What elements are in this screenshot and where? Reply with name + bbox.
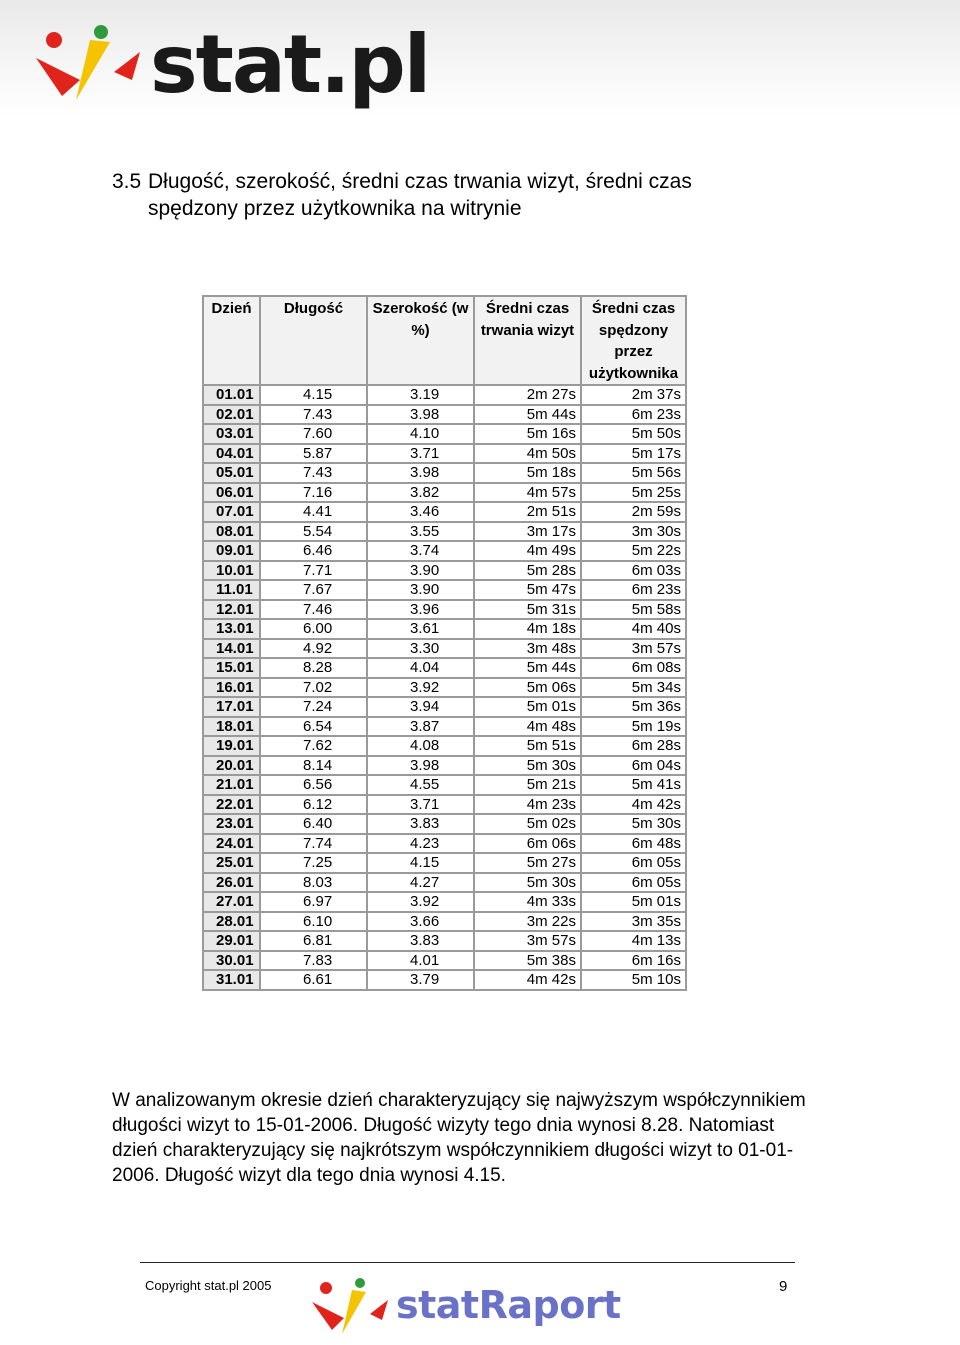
cell-width: 3.96: [367, 600, 474, 620]
section-title-line2: spędzony przez użytkownika na witrynie: [148, 197, 522, 220]
cell-avg-visit-time: 5m 30s: [474, 873, 581, 893]
cell-avg-visit-time: 2m 27s: [474, 385, 581, 405]
cell-length: 7.43: [260, 463, 367, 483]
cell-avg-user-time: 6m 16s: [581, 951, 686, 971]
cell-avg-user-time: 3m 35s: [581, 912, 686, 932]
cell-avg-user-time: 6m 05s: [581, 873, 686, 893]
cell-width: 3.46: [367, 502, 474, 522]
cell-avg-user-time: 5m 25s: [581, 483, 686, 503]
section-title-line1: Długość, szerokość, średni czas trwania wizyt, średni czas: [148, 170, 692, 193]
cell-width: 3.90: [367, 580, 474, 600]
cell-width: 3.71: [367, 444, 474, 464]
cell-day: 11.01: [203, 580, 260, 600]
cell-avg-visit-time: 5m 16s: [474, 424, 581, 444]
cell-avg-user-time: 6m 48s: [581, 834, 686, 854]
cell-day: 08.01: [203, 522, 260, 542]
cell-avg-user-time: 5m 19s: [581, 717, 686, 737]
cell-width: 4.01: [367, 951, 474, 971]
cell-avg-user-time: 6m 04s: [581, 756, 686, 776]
cell-width: 4.15: [367, 853, 474, 873]
cell-day: 03.01: [203, 424, 260, 444]
cell-avg-visit-time: 3m 48s: [474, 639, 581, 659]
header-avg-visit-time: Średni czas trwania wizyt: [474, 296, 581, 385]
cell-length: 7.46: [260, 600, 367, 620]
footer-logo-text: statRaport: [396, 1283, 621, 1327]
cell-day: 12.01: [203, 600, 260, 620]
header-band: [0, 0, 960, 118]
cell-width: 3.79: [367, 970, 474, 990]
table-row: [203, 619, 686, 639]
cell-avg-visit-time: 6m 06s: [474, 834, 581, 854]
cell-avg-visit-time: 5m 31s: [474, 600, 581, 620]
cell-avg-user-time: 2m 37s: [581, 385, 686, 405]
cell-avg-visit-time: 5m 44s: [474, 658, 581, 678]
cell-width: 3.98: [367, 463, 474, 483]
cell-avg-user-time: 5m 41s: [581, 775, 686, 795]
cell-avg-user-time: 6m 08s: [581, 658, 686, 678]
cell-avg-visit-time: 2m 51s: [474, 502, 581, 522]
table-row: [203, 775, 686, 795]
cell-day: 25.01: [203, 853, 260, 873]
copyright-text: Copyright stat.pl 2005: [145, 1278, 272, 1293]
cell-length: 6.61: [260, 970, 367, 990]
table-row: [203, 385, 686, 405]
cell-day: 22.01: [203, 795, 260, 815]
table-row: [203, 814, 686, 834]
cell-day: 16.01: [203, 678, 260, 698]
cell-day: 23.01: [203, 814, 260, 834]
table-row: [203, 405, 686, 425]
cell-width: 3.66: [367, 912, 474, 932]
table-row: [203, 970, 686, 990]
cell-length: 7.60: [260, 424, 367, 444]
header-length: Długość: [260, 296, 367, 385]
cell-avg-visit-time: 5m 01s: [474, 697, 581, 717]
cell-avg-visit-time: 5m 38s: [474, 951, 581, 971]
cell-length: 7.74: [260, 834, 367, 854]
cell-avg-visit-time: 5m 30s: [474, 756, 581, 776]
table-row: [203, 658, 686, 678]
cell-avg-visit-time: 5m 21s: [474, 775, 581, 795]
header-day: Dzień: [203, 296, 260, 385]
cell-length: 4.41: [260, 502, 367, 522]
cell-avg-user-time: 5m 34s: [581, 678, 686, 698]
cell-day: 28.01: [203, 912, 260, 932]
cell-avg-user-time: 5m 56s: [581, 463, 686, 483]
cell-width: 3.92: [367, 678, 474, 698]
cell-avg-visit-time: 4m 57s: [474, 483, 581, 503]
cell-avg-user-time: 3m 57s: [581, 639, 686, 659]
cell-avg-visit-time: 3m 17s: [474, 522, 581, 542]
cell-day: 19.01: [203, 736, 260, 756]
cell-avg-user-time: 5m 17s: [581, 444, 686, 464]
cell-day: 21.01: [203, 775, 260, 795]
table-row: [203, 522, 686, 542]
cell-avg-user-time: 6m 05s: [581, 853, 686, 873]
cell-avg-visit-time: 5m 06s: [474, 678, 581, 698]
cell-length: 7.67: [260, 580, 367, 600]
cell-length: 6.10: [260, 912, 367, 932]
table-row: [203, 912, 686, 932]
cell-length: 6.56: [260, 775, 367, 795]
statraport-logo-icon: [310, 1276, 390, 1336]
cell-avg-user-time: 6m 03s: [581, 561, 686, 581]
cell-avg-visit-time: 5m 02s: [474, 814, 581, 834]
cell-avg-user-time: 5m 36s: [581, 697, 686, 717]
cell-avg-user-time: 5m 30s: [581, 814, 686, 834]
cell-length: 6.40: [260, 814, 367, 834]
logo-text: stat.pl: [150, 18, 430, 111]
cell-length: 4.92: [260, 639, 367, 659]
cell-day: 06.01: [203, 483, 260, 503]
cell-length: 6.54: [260, 717, 367, 737]
table-row: [203, 463, 686, 483]
cell-avg-user-time: 6m 23s: [581, 405, 686, 425]
cell-length: 4.15: [260, 385, 367, 405]
cell-avg-user-time: 4m 40s: [581, 619, 686, 639]
cell-avg-user-time: 4m 13s: [581, 931, 686, 951]
cell-day: 09.01: [203, 541, 260, 561]
cell-length: 6.97: [260, 892, 367, 912]
cell-day: 31.01: [203, 970, 260, 990]
cell-avg-visit-time: 5m 47s: [474, 580, 581, 600]
cell-avg-visit-time: 5m 27s: [474, 853, 581, 873]
cell-avg-user-time: 4m 42s: [581, 795, 686, 815]
cell-length: 7.62: [260, 736, 367, 756]
cell-avg-visit-time: 4m 42s: [474, 970, 581, 990]
cell-day: 05.01: [203, 463, 260, 483]
cell-length: 6.46: [260, 541, 367, 561]
table-row: [203, 873, 686, 893]
table-row: [203, 853, 686, 873]
stat-pl-logo-icon: [32, 22, 144, 102]
table-row: [203, 580, 686, 600]
cell-length: 8.03: [260, 873, 367, 893]
section-title: [112, 168, 832, 222]
cell-day: 24.01: [203, 834, 260, 854]
cell-length: 7.16: [260, 483, 367, 503]
table-row: [203, 561, 686, 581]
cell-length: 8.14: [260, 756, 367, 776]
cell-avg-user-time: 5m 58s: [581, 600, 686, 620]
table-row: [203, 951, 686, 971]
cell-length: 5.87: [260, 444, 367, 464]
cell-length: 5.54: [260, 522, 367, 542]
cell-day: 10.01: [203, 561, 260, 581]
cell-width: 4.23: [367, 834, 474, 854]
cell-avg-visit-time: 5m 51s: [474, 736, 581, 756]
page-number: 9: [779, 1278, 788, 1295]
cell-width: 3.83: [367, 931, 474, 951]
cell-length: 6.00: [260, 619, 367, 639]
cell-day: 02.01: [203, 405, 260, 425]
cell-avg-user-time: 6m 28s: [581, 736, 686, 756]
table-row: [203, 795, 686, 815]
cell-width: 3.98: [367, 405, 474, 425]
section-number: 3.5: [112, 170, 142, 193]
cell-avg-visit-time: 5m 44s: [474, 405, 581, 425]
cell-length: 7.43: [260, 405, 367, 425]
cell-day: 01.01: [203, 385, 260, 405]
table-row: [203, 678, 686, 698]
header-avg-user-time: Średni czas spędzony przez użytkownika: [581, 296, 686, 385]
table-row: [203, 931, 686, 951]
cell-length: 7.02: [260, 678, 367, 698]
cell-day: 26.01: [203, 873, 260, 893]
cell-day: 13.01: [203, 619, 260, 639]
cell-avg-visit-time: 4m 50s: [474, 444, 581, 464]
table-row: [203, 639, 686, 659]
table-row: [203, 697, 686, 717]
table-row: [203, 600, 686, 620]
cell-width: 4.04: [367, 658, 474, 678]
table-row: [203, 834, 686, 854]
cell-width: 3.90: [367, 561, 474, 581]
table-row: [203, 756, 686, 776]
table-row: [203, 717, 686, 737]
cell-width: 4.08: [367, 736, 474, 756]
cell-avg-user-time: 2m 59s: [581, 502, 686, 522]
cell-width: 3.71: [367, 795, 474, 815]
cell-avg-visit-time: 4m 48s: [474, 717, 581, 737]
cell-avg-visit-time: 4m 23s: [474, 795, 581, 815]
table-row: [203, 424, 686, 444]
table-row: [203, 444, 686, 464]
cell-day: 29.01: [203, 931, 260, 951]
summary-paragraph: W analizowanym okresie dzień charakteryzujący się najwyższym współczynnikiem długości wizyt to 15-01-2006. Długość wizyty tego dnia wynosi 8.28. Natomiast dzień charakteryzujący się najkrótszym współczynnikiem długości wizyt to 01-01-2006. Długość wizyt dla tego dnia wynosi 4.15.: [112, 1090, 806, 1186]
cell-day: 04.01: [203, 444, 260, 464]
cell-length: 7.83: [260, 951, 367, 971]
cell-day: 07.01: [203, 502, 260, 522]
table-row: [203, 483, 686, 503]
cell-day: 18.01: [203, 717, 260, 737]
cell-avg-user-time: 6m 23s: [581, 580, 686, 600]
cell-day: 15.01: [203, 658, 260, 678]
cell-length: 7.24: [260, 697, 367, 717]
cell-avg-visit-time: 3m 57s: [474, 931, 581, 951]
cell-width: 3.98: [367, 756, 474, 776]
cell-width: 4.10: [367, 424, 474, 444]
cell-day: 20.01: [203, 756, 260, 776]
cell-width: 3.30: [367, 639, 474, 659]
cell-width: 3.74: [367, 541, 474, 561]
cell-width: 3.83: [367, 814, 474, 834]
cell-width: 3.55: [367, 522, 474, 542]
cell-day: 27.01: [203, 892, 260, 912]
cell-avg-visit-time: 4m 49s: [474, 541, 581, 561]
cell-width: 3.61: [367, 619, 474, 639]
table-row: [203, 736, 686, 756]
cell-avg-user-time: 5m 50s: [581, 424, 686, 444]
table-row: [203, 541, 686, 561]
cell-avg-user-time: 5m 22s: [581, 541, 686, 561]
cell-length: 7.71: [260, 561, 367, 581]
cell-width: 4.27: [367, 873, 474, 893]
cell-avg-visit-time: 5m 28s: [474, 561, 581, 581]
cell-length: 6.12: [260, 795, 367, 815]
footer-divider: [140, 1262, 795, 1263]
cell-avg-visit-time: 4m 33s: [474, 892, 581, 912]
cell-width: 3.94: [367, 697, 474, 717]
cell-avg-user-time: 5m 01s: [581, 892, 686, 912]
table-row: [203, 892, 686, 912]
cell-width: 3.82: [367, 483, 474, 503]
cell-width: 3.19: [367, 385, 474, 405]
cell-day: 30.01: [203, 951, 260, 971]
cell-avg-visit-time: 3m 22s: [474, 912, 581, 932]
cell-length: 6.81: [260, 931, 367, 951]
stats-table: [202, 295, 687, 991]
cell-avg-user-time: 5m 10s: [581, 970, 686, 990]
cell-avg-visit-time: 5m 18s: [474, 463, 581, 483]
cell-width: 4.55: [367, 775, 474, 795]
table-header-row: [203, 296, 686, 385]
cell-width: 3.87: [367, 717, 474, 737]
header-width: Szerokość (w %): [367, 296, 474, 385]
cell-length: 7.25: [260, 853, 367, 873]
cell-avg-visit-time: 4m 18s: [474, 619, 581, 639]
cell-day: 17.01: [203, 697, 260, 717]
cell-day: 14.01: [203, 639, 260, 659]
table-row: [203, 502, 686, 522]
cell-length: 8.28: [260, 658, 367, 678]
cell-width: 3.92: [367, 892, 474, 912]
cell-avg-user-time: 3m 30s: [581, 522, 686, 542]
